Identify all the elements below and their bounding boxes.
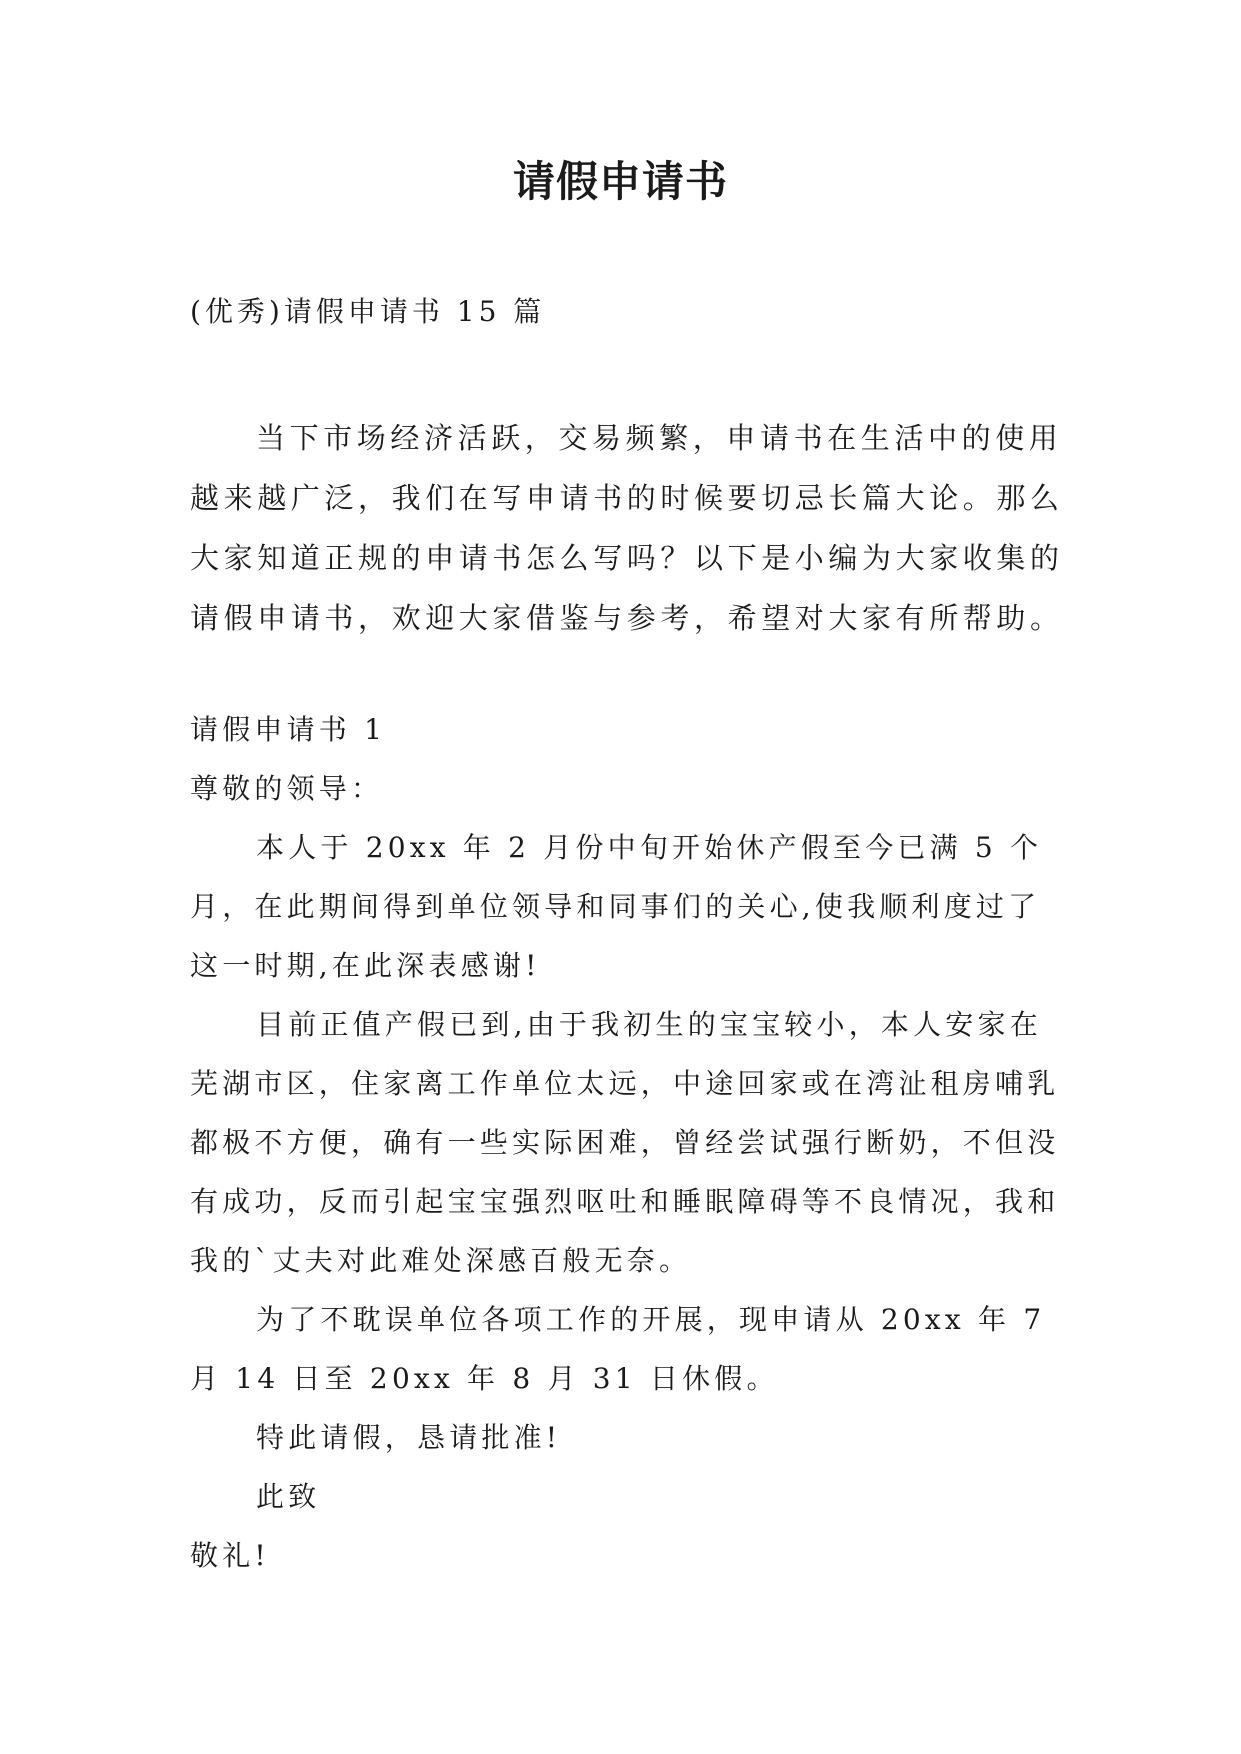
- section-heading: 请假申请书 1: [190, 713, 387, 746]
- body-paragraph: 目前正值产假已到,由于我初生的宝宝较小，本人安家在芜湖市区，住家离工作单位太远，中途回家或在湾沚租房哺乳都极不方便，确有一些实际困难，曾经尝试强行断奶，不但没有成功，反而引起宝宝强烈呕吐和睡眠障碍等不良情况，我和我的`丈夫对此难处深感百般无奈。: [190, 1008, 1060, 1277]
- intro-paragraph: 当下市场经济活跃，交易频繁，申请书在生活中的使用越来越广泛，我们在写申请书的时候要切忌长篇大论。那么大家知道正规的申请书怎么写吗？以下是小编为大家收集的请假申请书，欢迎大家借鉴与参考，希望对大家有所帮助。: [190, 421, 1064, 635]
- letter-body: [190, 700, 1070, 1585]
- salutation: 尊敬的领导：: [190, 772, 384, 805]
- document-title: 请假申请书: [512, 157, 728, 206]
- request-line: 特此请假，恳请批准!: [256, 1421, 562, 1454]
- closing-phrase: 此致: [256, 1480, 321, 1513]
- body-paragraph: 为了不耽误单位各项工作的开展，现申请从 20xx 年 7 月 14 日至 20xx 年 8 月 31 日休假。: [190, 1303, 1046, 1395]
- body-paragraph: 本人于 20xx 年 2 月份中旬开始休产假至今已满 5 个月，在此期间得到单位领导和同事们的关心,使我顺利度过了这一时期,在此深表感谢!: [190, 831, 1043, 982]
- closing-salute: 敬礼!: [190, 1539, 270, 1572]
- document-subtitle: (优秀)请假申请书 15 篇: [190, 295, 546, 328]
